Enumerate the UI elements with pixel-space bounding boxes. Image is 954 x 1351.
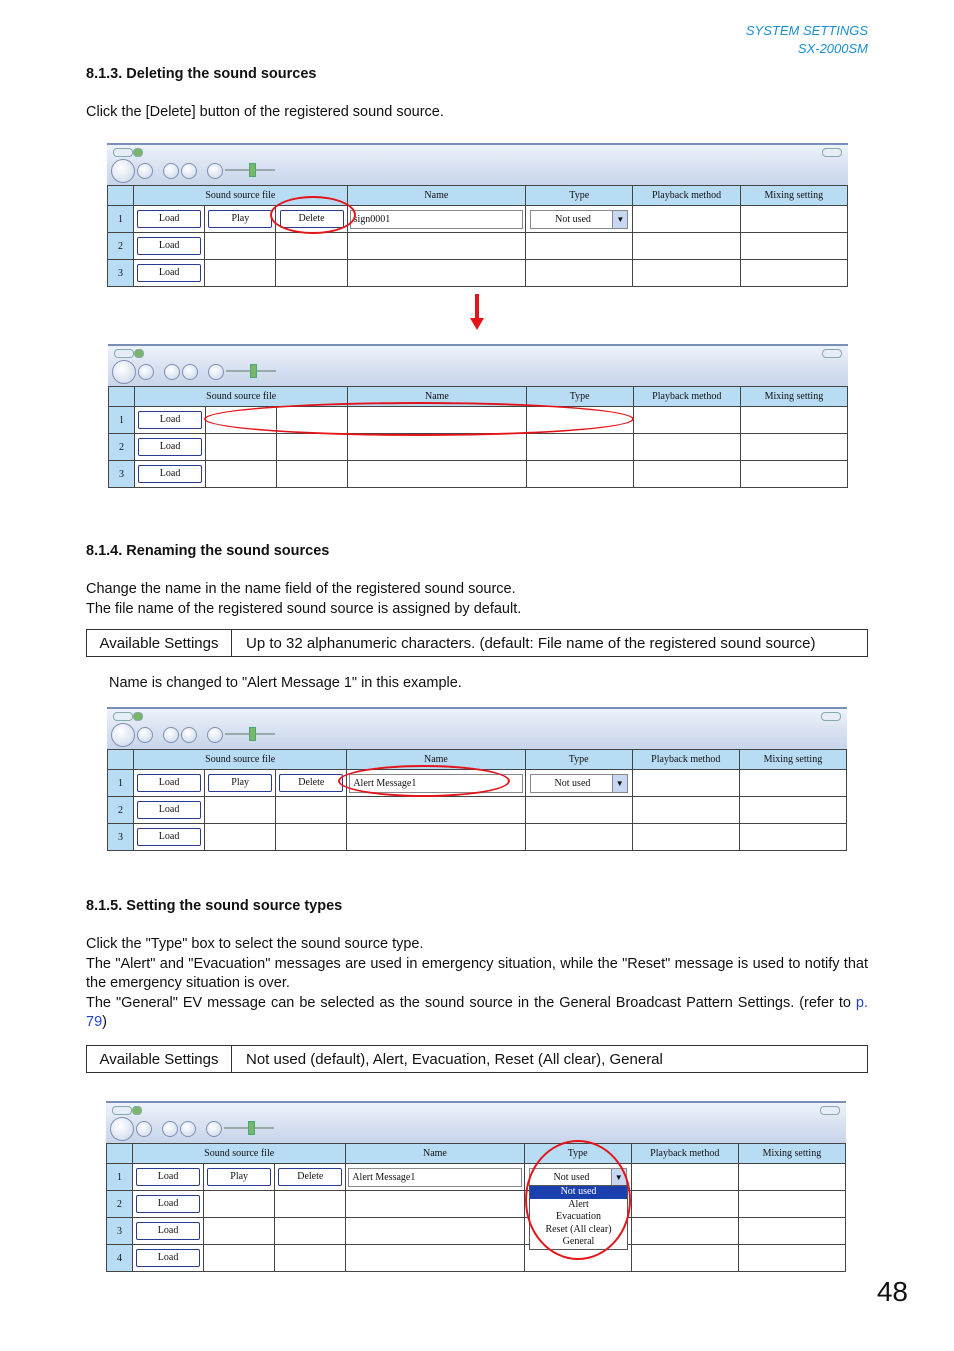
previous-icon[interactable] — [163, 727, 179, 743]
header-num — [109, 387, 135, 407]
play-button[interactable]: Play — [207, 1168, 271, 1186]
load-button[interactable]: Load — [138, 438, 202, 456]
mixing-cell[interactable] — [738, 1164, 845, 1191]
sound-source-table — [107, 749, 847, 851]
table-row — [109, 434, 848, 461]
section-title-rename: 8.1.4. Renaming the sound sources — [86, 543, 330, 559]
player-toolbar — [107, 707, 847, 751]
rewind-small-icon — [113, 712, 133, 721]
load-button[interactable]: Load — [137, 264, 201, 282]
dropdown-option[interactable]: General — [562, 1236, 595, 1248]
settings-table-name — [86, 629, 868, 657]
rename-text-1: Change the name in the name field of the registered sound source. — [86, 581, 516, 597]
rewind-small-icon — [113, 148, 133, 157]
status-indicator-icon — [134, 349, 144, 358]
dropdown-option[interactable]: Not used — [530, 1186, 627, 1199]
status-indicator-icon — [132, 1106, 142, 1115]
volume-knob[interactable] — [250, 364, 257, 378]
player-toolbar — [108, 344, 848, 388]
stop-icon[interactable] — [136, 1121, 152, 1137]
next-icon[interactable] — [181, 163, 197, 179]
stop-icon[interactable] — [137, 163, 153, 179]
highlight-circle — [204, 402, 634, 436]
rename-description — [86, 580, 868, 619]
next-icon[interactable] — [181, 727, 197, 743]
page-79-link[interactable]: p. 79 — [86, 994, 868, 1030]
row-number: 2 — [109, 434, 135, 461]
row-number: 4 — [107, 1245, 133, 1272]
stop-icon[interactable] — [137, 727, 153, 743]
header-type: Type — [524, 1144, 631, 1164]
previous-icon[interactable] — [164, 364, 180, 380]
settings-label: Available Settings — [87, 1046, 232, 1073]
forward-small-icon — [822, 148, 842, 157]
types-text-3a: The "General" EV message can be selected as the sound source in the General Broadcast Pattern Settings. (refer to — [86, 994, 856, 1011]
header-playback-method: Playback method — [633, 387, 740, 407]
header-playback-method: Playback method — [631, 1144, 738, 1164]
page-number: 48 — [876, 1276, 908, 1307]
header-mixing-setting: Mixing setting — [740, 186, 847, 206]
next-icon[interactable] — [182, 364, 198, 380]
mixing-cell[interactable] — [739, 770, 846, 797]
rename-text-2: The file name of the registered sound source is assigned by default. — [86, 600, 522, 617]
playback-cell[interactable] — [633, 206, 740, 233]
types-text-3 — [86, 994, 868, 1033]
play-icon[interactable] — [111, 159, 135, 183]
play-button[interactable]: Play — [208, 210, 272, 228]
row-number: 1 — [107, 1164, 133, 1191]
playback-cell[interactable] — [632, 770, 739, 797]
down-arrow — [475, 294, 479, 320]
header-mixing-setting: Mixing setting — [739, 750, 846, 770]
table-row — [108, 797, 847, 824]
load-button[interactable]: Load — [136, 1168, 200, 1186]
type-select-value: Not used — [553, 1171, 590, 1183]
load-button[interactable]: Load — [137, 237, 201, 255]
volume-icon[interactable] — [208, 364, 224, 380]
table-row — [108, 260, 848, 287]
types-text-1: Click the "Type" box to select the sound source type. — [86, 936, 424, 952]
types-text-2: The "Alert" and "Evacuation" messages are used in emergency situation, while the "Reset" message is used to notify that the emergency situation is over. — [86, 955, 868, 991]
forward-small-icon — [822, 349, 842, 358]
header-num — [107, 1144, 133, 1164]
settings-value: Up to 32 alphanumeric characters. (default: File name of the registered sound source) — [232, 630, 868, 657]
delete-instruction: Click the [Delete] button of the registered sound source. — [86, 104, 444, 120]
play-icon[interactable] — [111, 723, 135, 747]
play-button[interactable]: Play — [208, 774, 272, 792]
chevron-down-icon[interactable]: ▼ — [611, 1169, 626, 1186]
load-button[interactable]: Load — [137, 801, 201, 819]
settings-value: Not used (default), Alert, Evacuation, Reset (All clear), General — [232, 1046, 868, 1073]
header-sound-source-file: Sound source file — [135, 387, 348, 407]
header-line2: SX-2000SM — [797, 41, 868, 56]
row-number: 1 — [108, 206, 134, 233]
previous-icon[interactable] — [162, 1121, 178, 1137]
header-num — [108, 186, 134, 206]
load-button[interactable]: Load — [136, 1222, 200, 1240]
forward-small-icon — [821, 712, 841, 721]
load-button[interactable]: Load — [138, 465, 202, 483]
row-number: 3 — [108, 824, 134, 851]
volume-knob[interactable] — [248, 1121, 255, 1135]
volume-icon[interactable] — [207, 727, 223, 743]
row-number: 1 — [108, 770, 134, 797]
table-row — [109, 461, 848, 488]
mixing-cell[interactable] — [740, 206, 847, 233]
table-row — [107, 1191, 846, 1218]
type-select[interactable] — [530, 774, 628, 793]
status-indicator-icon — [133, 712, 143, 721]
header-num — [108, 750, 134, 770]
header-sound-source-file: Sound source file — [134, 750, 347, 770]
type-select-value: Not used — [554, 777, 591, 789]
table-row — [108, 233, 848, 260]
delete-button[interactable]: Delete — [278, 1168, 342, 1186]
play-icon[interactable] — [110, 1117, 134, 1141]
load-button[interactable]: Load — [136, 1195, 200, 1213]
volume-icon[interactable] — [207, 163, 223, 179]
player-toolbar — [107, 143, 848, 187]
header-type: Type — [526, 387, 633, 407]
header-mixing-setting: Mixing setting — [738, 1144, 845, 1164]
volume-knob[interactable] — [249, 163, 256, 177]
next-icon[interactable] — [180, 1121, 196, 1137]
sound-source-table — [107, 185, 848, 287]
header-sound-source-file: Sound source file — [133, 1144, 346, 1164]
load-button[interactable]: Load — [136, 1249, 200, 1267]
chevron-down-icon[interactable]: ▼ — [612, 775, 627, 792]
types-description — [86, 935, 868, 1033]
forward-small-icon — [820, 1106, 840, 1115]
header-name: Name — [347, 750, 525, 770]
screenshot-type-dropdown — [106, 1101, 846, 1271]
highlight-circle — [338, 765, 510, 797]
section-title-delete: 8.1.3. Deleting the sound sources — [86, 66, 317, 82]
row-number: 2 — [108, 797, 134, 824]
load-button[interactable]: Load — [137, 828, 201, 846]
row-number: 2 — [108, 233, 134, 260]
settings-table-type — [86, 1045, 868, 1073]
header-name: Name — [348, 387, 526, 407]
header-mixing-setting: Mixing setting — [740, 387, 847, 407]
name-field[interactable]: Alert Message1 — [348, 1168, 521, 1187]
table-row — [107, 1245, 846, 1272]
header-sound-source-file: Sound source file — [134, 186, 348, 206]
load-button[interactable]: Load — [137, 210, 201, 228]
delete-button[interactable]: Delete — [279, 774, 343, 792]
volume-icon[interactable] — [206, 1121, 222, 1137]
volume-knob[interactable] — [249, 727, 256, 741]
play-icon[interactable] — [112, 360, 136, 384]
sound-source-table — [108, 386, 848, 488]
dropdown-option[interactable]: Evacuation — [556, 1211, 601, 1223]
row-number: 3 — [107, 1218, 133, 1245]
table-row — [108, 206, 848, 233]
dropdown-option[interactable]: Reset (All clear) — [545, 1223, 612, 1235]
section-title-types: 8.1.5. Setting the sound source types — [86, 898, 343, 914]
type-select-value: Not used — [555, 213, 591, 225]
row-number: 3 — [108, 260, 134, 287]
row-number: 3 — [109, 461, 135, 488]
sound-source-table — [106, 1143, 846, 1272]
header-playback-method: Playback method — [633, 186, 740, 206]
screenshot-before-delete — [107, 143, 848, 288]
load-button[interactable]: Load — [137, 774, 201, 792]
table-row — [107, 1218, 846, 1245]
down-arrow-head — [470, 318, 484, 330]
highlight-circle — [270, 196, 356, 234]
type-select[interactable] — [530, 210, 628, 229]
highlight-circle — [525, 1140, 631, 1260]
player-toolbar — [106, 1101, 846, 1145]
row-number: 2 — [107, 1191, 133, 1218]
status-indicator-icon — [133, 148, 143, 157]
dropdown-option[interactable]: Alert — [568, 1198, 589, 1210]
rewind-small-icon — [112, 1106, 132, 1115]
row-number: 1 — [109, 407, 135, 434]
settings-label: Available Settings — [87, 630, 232, 657]
table-row — [107, 1164, 846, 1191]
rename-example: Name is changed to "Alert Message 1" in this example. — [109, 675, 462, 691]
header-type: Type — [525, 750, 632, 770]
name-field[interactable]: Alert Message1 — [349, 774, 522, 793]
header-playback-method: Playback method — [632, 750, 739, 770]
previous-icon[interactable] — [163, 163, 179, 179]
stop-icon[interactable] — [138, 364, 154, 380]
chevron-down-icon[interactable]: ▼ — [612, 211, 627, 228]
delete-button[interactable]: Delete — [280, 210, 344, 228]
types-text-3b: ) — [102, 1014, 107, 1030]
header-name: Name — [346, 1144, 524, 1164]
header-type: Type — [526, 186, 633, 206]
header-name: Name — [347, 186, 525, 206]
rewind-small-icon — [114, 349, 134, 358]
name-field[interactable]: sign0001 — [350, 210, 523, 229]
table-row — [108, 824, 847, 851]
playback-cell[interactable] — [631, 1164, 738, 1191]
load-button[interactable]: Load — [138, 411, 202, 429]
running-header — [746, 22, 868, 58]
header-line1: SYSTEM SETTINGS — [745, 23, 868, 38]
